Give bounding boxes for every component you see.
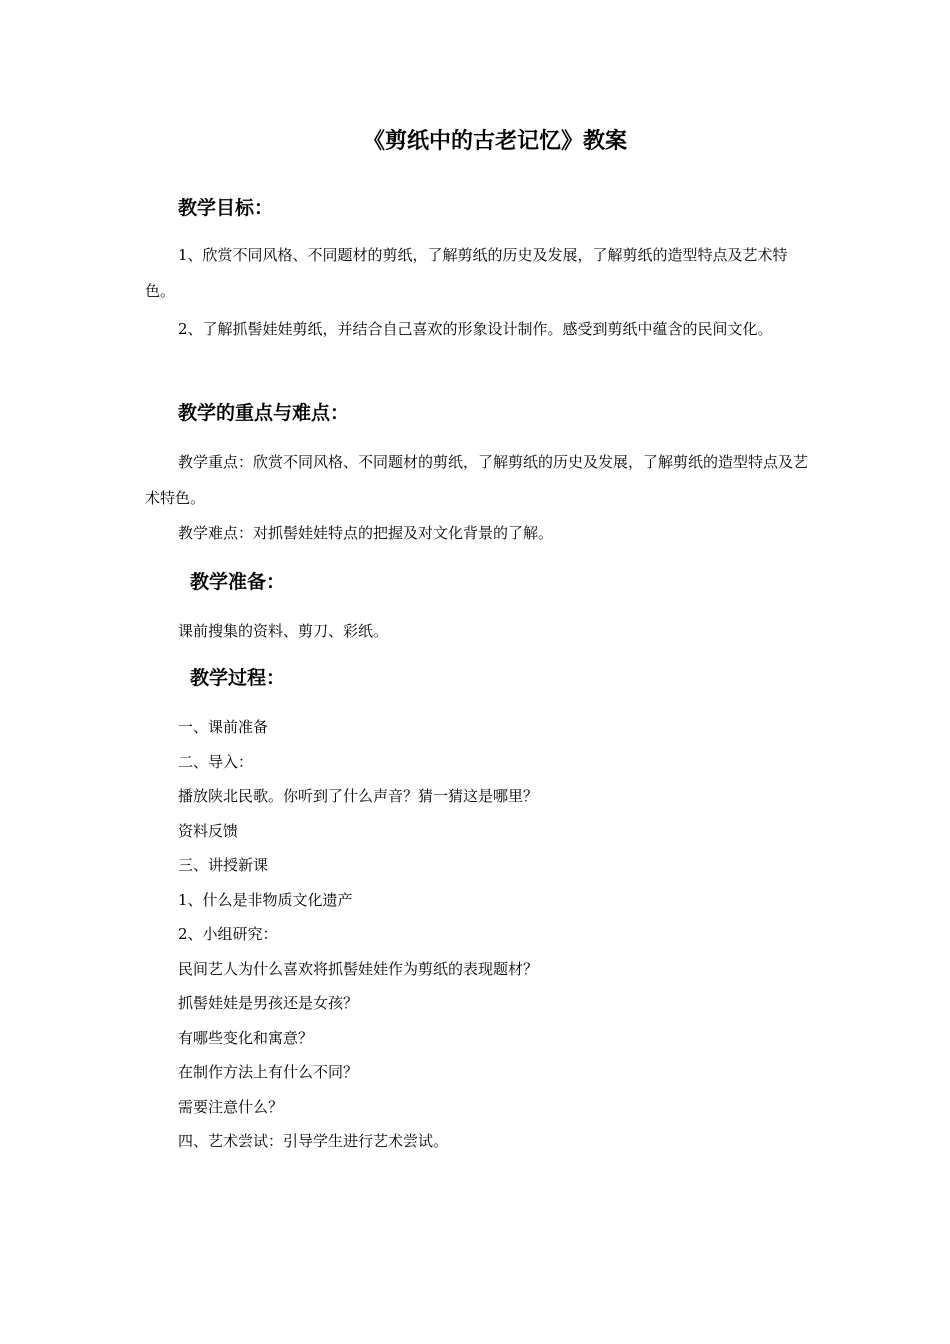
process-item: 1、什么是非物质文化遗产: [178, 891, 353, 909]
goal-paragraph-1: 1、欣赏不同风格、不同题材的剪纸，了解剪纸的历史及发展，了解剪纸的造型特点及艺术特色。: [145, 246, 788, 300]
process-item: 抓髻娃娃是男孩还是女孩？: [178, 994, 359, 1012]
preparation-text: 课前搜集的资料、剪刀、彩纸。: [178, 622, 389, 640]
goal-paragraph-2: 2、了解抓髻娃娃剪纸，并结合自己喜欢的形象设计制作。感受到剪纸中蕴含的民间文化。: [178, 320, 773, 338]
heading-preparation: 教学准备：: [190, 571, 286, 593]
key-difficulty-line: 教学难点：对抓髻娃娃特点的把握及对文化背景的了解。: [178, 524, 554, 542]
process-item: 二、导入：: [178, 753, 254, 771]
process-item: 民间艺人为什么喜欢将抓髻娃娃作为剪纸的表现题材？: [178, 960, 539, 978]
process-item: 2、小组研究：: [178, 925, 278, 943]
process-item: 在制作方法上有什么不同？: [178, 1063, 359, 1081]
heading-key-points: 教学的重点与难点：: [178, 402, 350, 424]
process-item: 播放陕北民歌。你听到了什么声音？猜一猜这是哪里？: [178, 787, 539, 805]
heading-teaching-goals: 教学目标：: [178, 197, 274, 219]
process-item: 资料反馈: [178, 822, 239, 840]
process-item: 需要注意什么？: [178, 1098, 284, 1116]
process-item: 一、课前准备: [178, 718, 269, 736]
document-title: 《剪纸中的古老记忆》教案: [362, 129, 627, 154]
key-focus-paragraph: 教学重点：欣赏不同风格、不同题材的剪纸，了解剪纸的历史及发展，了解剪纸的造型特点及艺术特色。: [145, 453, 809, 507]
process-item: 三、讲授新课: [178, 856, 269, 874]
process-item: 四、艺术尝试：引导学生进行艺术尝试。: [178, 1132, 449, 1150]
process-item: 有哪些变化和寓意？: [178, 1029, 314, 1047]
heading-teaching-process: 教学过程：: [190, 667, 286, 689]
